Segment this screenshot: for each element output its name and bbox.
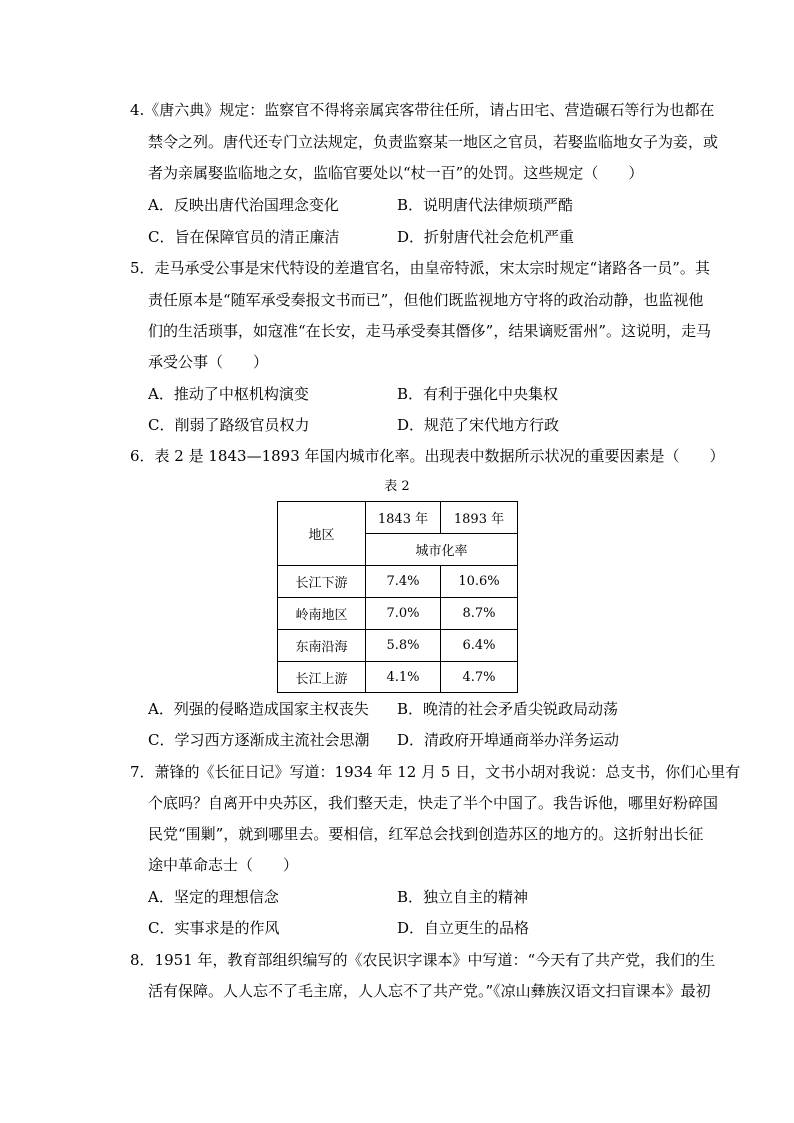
table-value-cell: 7.0% bbox=[366, 598, 441, 630]
q4-option-d: D．折射唐代社会危机严重 bbox=[397, 228, 575, 246]
q4-line-3: 者为亲属娶监临地之女，监临官要处以“杖一百”的处罚。这些规定（ ） bbox=[148, 164, 644, 182]
table-row bbox=[278, 566, 518, 598]
q4-line-1: 4.《唐六典》规定：监察官不得将亲属宾客带往任所，请占田宅、营造碾石等行为也都在 bbox=[130, 101, 715, 119]
q7-option-d: D．自立更生的品格 bbox=[397, 919, 530, 937]
q5-line-3: 们的生活琐事，如寇准“在长安，走马承受奏其僭侈”，结果谪贬雷州”。这说明，走马 bbox=[148, 322, 712, 340]
q6-option-d: D．清政府开埠通商举办洋务运动 bbox=[397, 731, 620, 749]
table-metric-header: 城市化率 bbox=[366, 534, 518, 566]
q5-option-a: A．推动了中枢机构演变 bbox=[148, 385, 309, 403]
q7-line-2: 个底吗？自离开中央苏区，我们整天走，快走了半个中国了。我告诉他，哪里好粉碎国 bbox=[148, 794, 719, 812]
urbanization-table bbox=[277, 501, 518, 693]
q5-option-d: D．规范了宋代地方行政 bbox=[397, 416, 560, 434]
q4-line-2: 禁令之列。唐代还专门立法规定，负责监察某一地区之官员，若娶监临地女子为妾，或 bbox=[148, 133, 719, 151]
table-region-cell: 东南沿海 bbox=[278, 630, 366, 662]
q6-option-b: B．晚清的社会矛盾尖锐政局动荡 bbox=[397, 700, 619, 718]
q7-line-3: 民党“围剿”，就到哪里去。要相信，红军总会找到创造苏区的地方的。这折射出长征 bbox=[148, 825, 704, 843]
table-value-cell: 8.7% bbox=[441, 598, 518, 630]
table-year-header: 1843 年 bbox=[366, 502, 441, 534]
q8-line-1: 8．1951 年，教育部组织编写的《农民识字课本》中写道：“今天有了共产党，我们的生 bbox=[130, 951, 716, 969]
q7-option-a: A．坚定的理想信念 bbox=[148, 888, 279, 906]
q6-option-a: A．列强的侵略造成国家主权丧失 bbox=[148, 700, 369, 718]
table-caption: 表 2 bbox=[384, 479, 410, 494]
q7-option-c: C．实事求是的作风 bbox=[148, 919, 280, 937]
q6-option-c: C．学习西方逐渐成主流社会思潮 bbox=[148, 731, 370, 749]
q8-line-2: 活有保障。人人忘不了毛主席，人人忘不了共产党。”《凉山彝族汉语文扫盲课本》最初 bbox=[148, 982, 711, 1000]
table-row bbox=[278, 662, 518, 693]
table-value-cell: 6.4% bbox=[441, 630, 518, 662]
table-row bbox=[278, 598, 518, 630]
q7-option-b: B．独立自主的精神 bbox=[397, 888, 529, 906]
q5-line-1: 5．走马承受公事是宋代特设的差遣官名，由皇帝特派，宋太宗时规定“诸路各一员”。其 bbox=[130, 259, 710, 277]
table-region-cell: 长江上游 bbox=[278, 662, 366, 693]
q5-line-2: 责任原本是“随军承受奏报文书而已”，但他们既监视地方守将的政治动静，也监视他 bbox=[148, 291, 704, 309]
q5-option-b: B．有利于强化中央集权 bbox=[397, 385, 559, 403]
q5-option-c: C．削弱了路级官员权力 bbox=[148, 416, 310, 434]
table-value-cell: 7.4% bbox=[366, 566, 441, 598]
table-value-cell: 10.6% bbox=[441, 566, 518, 598]
q6-line-1: 6．表 2 是 1843—1893 年国内城市化率。出现表中数据所示状况的重要因素是（ ） bbox=[130, 447, 725, 465]
table-region-cell: 长江下游 bbox=[278, 566, 366, 598]
q4-option-b: B．说明唐代法律烦琐严酷 bbox=[397, 196, 574, 214]
table-value-cell: 4.1% bbox=[366, 662, 441, 693]
table-corner-header: 地区 bbox=[278, 502, 366, 566]
q4-option-c: C．旨在保障官员的清正廉洁 bbox=[148, 228, 340, 246]
table-year-header: 1893 年 bbox=[441, 502, 518, 534]
q5-line-4: 承受公事（ ） bbox=[148, 353, 269, 371]
q7-line-4: 途中革命志士（ ） bbox=[148, 856, 299, 874]
table-row bbox=[278, 630, 518, 662]
table-value-cell: 4.7% bbox=[441, 662, 518, 693]
table-value-cell: 5.8% bbox=[366, 630, 441, 662]
q7-line-1: 7．萧锋的《长征日记》写道：1934 年 12 月 5 日，文书小胡对我说：总支书，你们心里有 bbox=[130, 763, 741, 781]
q4-option-a: A．反映出唐代治国理念变化 bbox=[148, 196, 339, 214]
table-region-cell: 岭南地区 bbox=[278, 598, 366, 630]
